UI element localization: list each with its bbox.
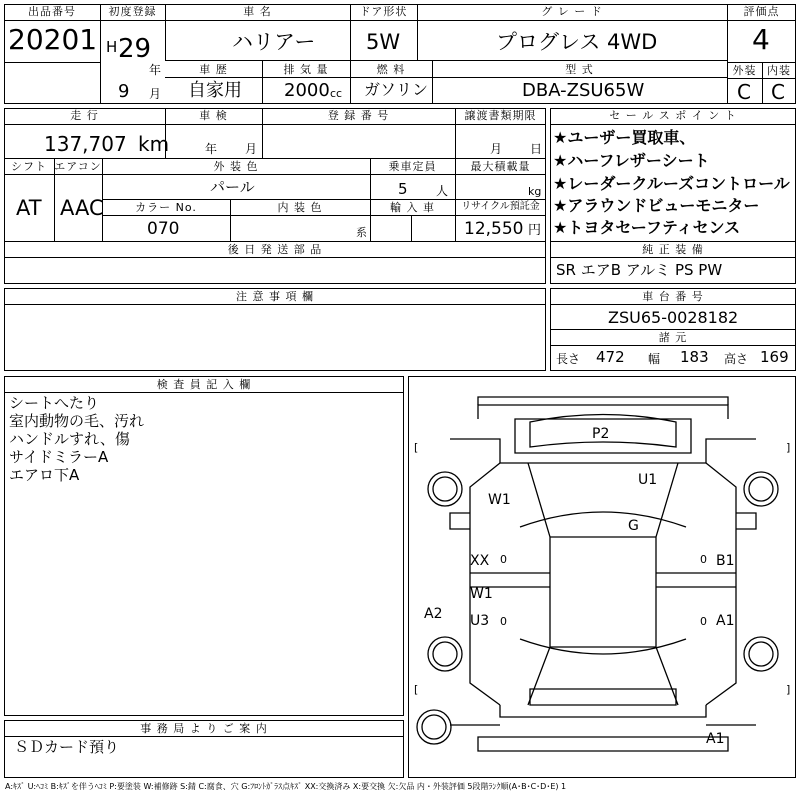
- interior-grade: C: [771, 80, 785, 104]
- tire-mark-right-rear: 0: [700, 615, 707, 628]
- transfer-month-unit: 月: [490, 142, 503, 156]
- fuel-label: 燃 料: [376, 63, 406, 76]
- exterior-color-label: 外 装 色: [213, 160, 259, 173]
- inspector-line: サイドミラーA: [9, 448, 109, 466]
- door-type: 5W: [366, 30, 401, 54]
- tire-mark-right-front: 0: [700, 553, 707, 566]
- length-value: 472: [596, 348, 625, 366]
- lot-number: 20201: [8, 23, 98, 56]
- sales-point-item: ★トヨタセーフティセンス: [553, 218, 741, 237]
- capacity-label: 乗車定員: [388, 160, 437, 173]
- max-load-label: 最大積載量: [470, 160, 531, 173]
- recycle-fee: 12,550: [464, 219, 524, 239]
- shift-label: シフト: [11, 160, 47, 173]
- sales-point-item: ★アラウンドビューモニター: [553, 196, 760, 215]
- car-damage-diagram: [410, 377, 796, 777]
- later-parts-label: 後 日 発 送 部 品: [227, 243, 323, 256]
- mark-b1: B1: [716, 553, 735, 569]
- inspection-month-unit: 月: [245, 142, 258, 156]
- registration-month: 9: [118, 81, 130, 102]
- length-label: 長さ: [556, 352, 581, 366]
- tire-mark-left-rear: 0: [500, 615, 507, 628]
- lot-number-label: 出品番号: [28, 5, 76, 18]
- grade-label: グ レ ー ド: [541, 5, 603, 18]
- car-name-label: 車 名: [243, 5, 272, 18]
- history-label: 車 歴: [199, 63, 228, 76]
- mark-w1-front: W1: [488, 492, 511, 508]
- height-value: 169: [760, 348, 789, 366]
- mark-u3: U3: [470, 613, 490, 629]
- displacement-unit: cc: [330, 87, 343, 100]
- office-note: ＳＤカード預り: [14, 738, 120, 756]
- car-name: ハリアー: [232, 30, 316, 54]
- score-label: 評価点: [743, 5, 780, 18]
- mileage: 137,707: [44, 132, 127, 156]
- inspector-line: シートへたり: [9, 394, 100, 412]
- displacement: 2000: [284, 80, 330, 101]
- mileage-label: 走 行: [70, 109, 99, 122]
- aircon-label: エアコン: [54, 160, 102, 173]
- registration-year: 29: [118, 34, 152, 64]
- grade: プログレス 4WD: [496, 30, 658, 54]
- fuel: ガソリン: [364, 80, 429, 99]
- bracket-left-top: [: [414, 441, 419, 454]
- inspector-line: エアロ下A: [9, 466, 80, 484]
- year-unit: 年: [149, 63, 162, 77]
- mark-p2: P2: [592, 426, 610, 442]
- mark-u1: U1: [638, 472, 658, 488]
- notes-label: 注 意 事 項 欄: [236, 290, 314, 303]
- interior-color-label: 内 装 色: [277, 201, 323, 214]
- sales-point-item: ★ユーザー買取車、: [553, 128, 696, 147]
- history: 自家用: [188, 80, 242, 101]
- width-value: 183: [680, 348, 709, 366]
- sales-point-item: ★レーダークルーズコントロール: [553, 174, 790, 193]
- inspector-line: ハンドルすれ、傷: [9, 430, 130, 448]
- inspector-line: 室内動物の毛、汚れ: [9, 412, 145, 430]
- mark-w1-rear: W1: [470, 586, 493, 602]
- mark-a2: A2: [424, 606, 443, 622]
- door-type-label: ドア形状: [359, 5, 408, 18]
- transfer-docs-label: 譲渡書類期限: [464, 109, 537, 122]
- sales-point-item: ★ハーフレザーシート: [553, 151, 710, 170]
- sales-points-label: セ ー ル ス ポ イ ン ト: [609, 109, 737, 122]
- equipment-label: 純 正 装 備: [642, 243, 704, 256]
- first-registration-label: 初度登録: [108, 5, 157, 18]
- month-unit: 月: [149, 87, 162, 101]
- bracket-right-top: ]: [786, 441, 791, 454]
- legend: A:ｷｽﾞ U:ﾍｺﾐ B:ｷｽﾞを伴うﾍｺﾐ P:要塗装 W:補修跡 S:錆 C:腐食、穴 G:ﾌﾛﾝﾄｶﾞﾗｽ点ｷｽﾞ XX:交換済み X:要交換 欠:欠品 内・外装評価 5段階ﾗﾝｸ順(A･B･C･D･E) 1: [5, 782, 567, 791]
- inspection-label: 車 検: [199, 109, 228, 122]
- displacement-label: 排 気 量: [283, 63, 329, 76]
- exterior-grade: C: [737, 80, 751, 104]
- mark-a1-bottom: A1: [706, 731, 725, 747]
- dimensions-label: 諸 元: [658, 331, 688, 344]
- width-label: 幅: [648, 352, 661, 366]
- interior-grade-label: 内装: [767, 64, 791, 77]
- model-code-label: 型 式: [565, 63, 594, 76]
- color-number-label: カラー No.: [135, 201, 197, 214]
- transfer-day-unit: 日: [530, 142, 543, 156]
- mark-xx: XX: [470, 553, 490, 569]
- era-letter: H: [106, 38, 118, 56]
- office-label: 事 務 局 よ り ご 案 内: [140, 722, 268, 735]
- registration-number-label: 登 録 番 号: [327, 109, 390, 122]
- capacity-unit: 人: [436, 184, 449, 198]
- inspector-label: 検 査 員 記 入 欄: [156, 378, 252, 391]
- recycle-fee-unit: 円: [528, 223, 542, 238]
- shift: AT: [16, 196, 42, 220]
- bracket-left-bottom: [: [414, 683, 419, 696]
- bracket-right-bottom: ]: [786, 683, 791, 696]
- import-label: 輸 入 車: [390, 201, 435, 214]
- max-load-unit: kg: [528, 185, 542, 198]
- tire-mark-left-front: 0: [500, 553, 507, 566]
- chassis-number: ZSU65-0028182: [608, 308, 739, 327]
- exterior-color: パール: [210, 178, 255, 196]
- mileage-unit: km: [138, 132, 170, 156]
- height-label: 高さ: [724, 352, 749, 366]
- chassis-number-label: 車 台 番 号: [642, 290, 704, 303]
- mark-a1-right: A1: [716, 613, 735, 629]
- exterior-grade-label: 外装: [732, 64, 757, 77]
- mark-g: G: [628, 518, 639, 534]
- equipment: SR エアB アルミ PS PW: [556, 261, 723, 279]
- interior-color-unit: 系: [356, 226, 367, 239]
- model-code: DBA-ZSU65W: [522, 80, 645, 101]
- inspection-year-unit: 年: [205, 142, 218, 156]
- color-number: 070: [147, 219, 180, 239]
- aircon: AAC: [60, 196, 104, 220]
- recycle-fee-label: リサイクル預託金: [461, 201, 540, 212]
- score: 4: [752, 23, 770, 56]
- capacity: 5: [398, 180, 408, 198]
